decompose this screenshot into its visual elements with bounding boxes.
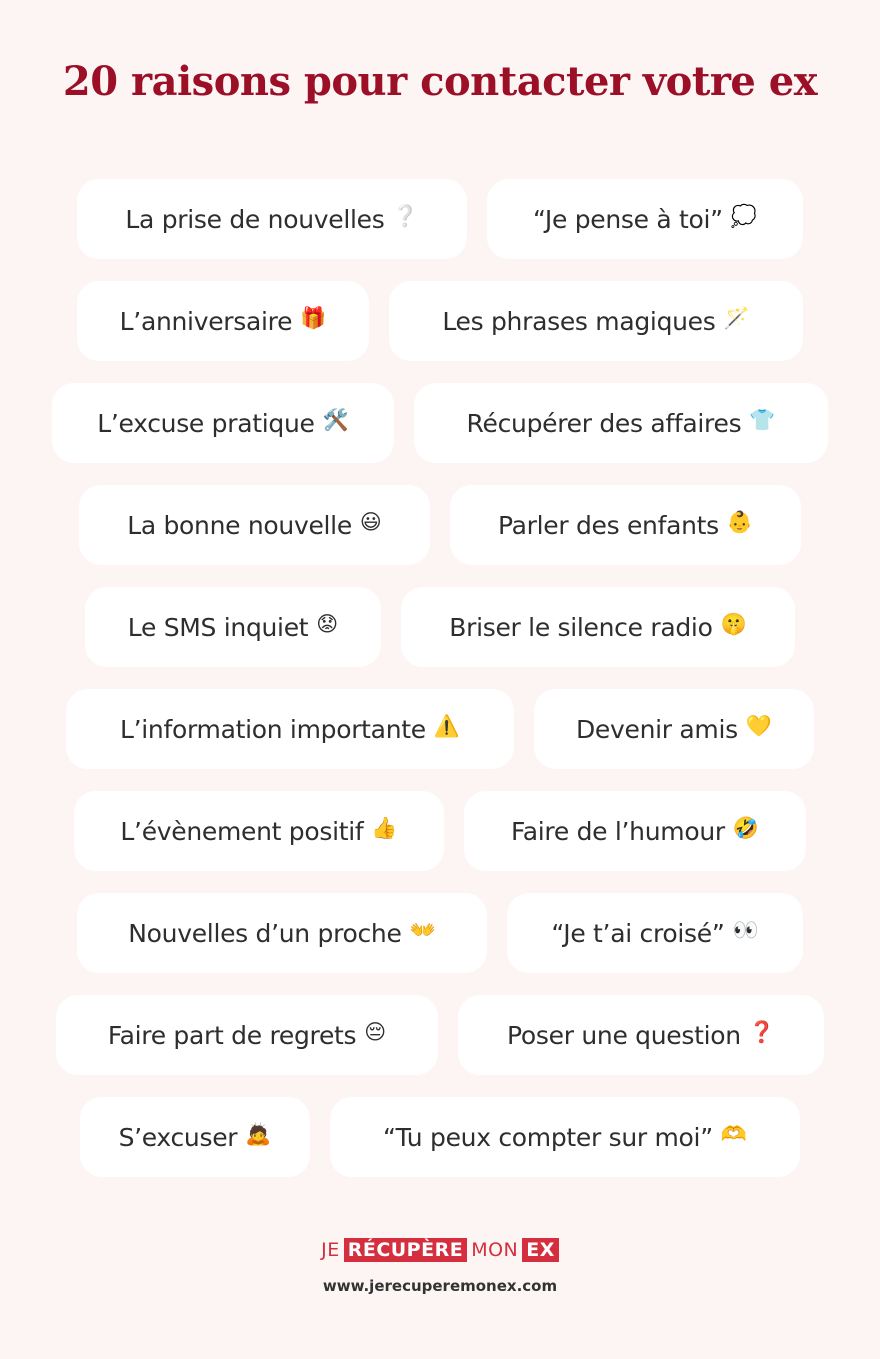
reason-label: L’anniversaire xyxy=(119,306,293,336)
logo-word-recupere: RÉCUPÈRE xyxy=(344,1238,468,1262)
reason-pill-nouvelles-proche xyxy=(77,893,487,973)
reason-pill-silence-radio xyxy=(401,587,795,667)
thought-bubble-icon: 💭 xyxy=(730,203,757,228)
reason-label: Briser le silence radio xyxy=(449,612,713,642)
reason-pill-parler-enfants xyxy=(450,485,801,565)
worried-face-icon: 😟 xyxy=(316,612,339,636)
reason-label: La bonne nouvelle xyxy=(127,510,352,540)
bowing-person-icon: 🙇 xyxy=(245,1121,272,1146)
reason-label: La prise de nouvelles xyxy=(125,204,385,234)
logo-word-je: JE xyxy=(321,1239,340,1261)
reason-label: Faire part de regrets xyxy=(107,1020,357,1050)
gift-icon: 🎁 xyxy=(300,305,327,330)
rofl-face-icon: 🤣 xyxy=(732,815,759,840)
reason-label: L’évènement positif xyxy=(120,816,364,846)
reason-label: “Je pense à toi” xyxy=(533,204,723,234)
reason-pill-je-t-ai-croise xyxy=(507,893,803,973)
smiley-icon: 😃 xyxy=(359,510,382,534)
reason-label: L’excuse pratique xyxy=(97,408,315,438)
pensive-face-icon: 😔 xyxy=(364,1020,387,1044)
reason-label: Le SMS inquiet xyxy=(127,612,309,642)
reason-pill-information-importante xyxy=(66,689,514,769)
heart-hands-icon: 🫶 xyxy=(720,1121,748,1146)
reason-label: “Tu peux compter sur moi” xyxy=(382,1122,713,1152)
brand-logo xyxy=(0,1238,880,1262)
reason-label: Poser une question xyxy=(507,1020,741,1050)
open-hands-icon: 👐 xyxy=(409,917,436,942)
reason-label: Nouvelles d’un proche xyxy=(128,918,402,948)
reason-pill-je-pense-a-toi xyxy=(487,179,803,259)
reason-label: Parler des enfants xyxy=(497,510,719,540)
reason-label: Faire de l’humour xyxy=(510,816,725,846)
reason-pill-humour xyxy=(464,791,806,871)
thumbs-up-icon: 👍 xyxy=(371,815,398,840)
reason-label: Récupérer des affaires xyxy=(466,408,742,438)
reason-pill-evenement-positif xyxy=(74,791,444,871)
page-title: 20 raisons pour contacter votre ex xyxy=(62,58,818,105)
reason-pill-prise-de-nouvelles xyxy=(77,179,467,259)
reason-pill-devenir-amis xyxy=(534,689,814,769)
reason-label: “Je t’ai croisé” xyxy=(551,918,725,948)
reason-label: S’excuser xyxy=(118,1122,238,1152)
red-question-mark-icon: ❓ xyxy=(748,1019,775,1044)
reason-label: L’information importante xyxy=(120,714,426,744)
eyes-icon: 👀 xyxy=(732,917,759,942)
reason-pill-sms-inquiet xyxy=(85,587,381,667)
reason-label: Devenir amis xyxy=(575,714,738,744)
yellow-heart-icon: 💛 xyxy=(745,713,773,738)
warning-icon: ⚠️ xyxy=(433,713,460,738)
reason-pill-poser-question xyxy=(458,995,824,1075)
reason-pill-bonne-nouvelle xyxy=(79,485,430,565)
baby-icon: 👶 xyxy=(726,509,754,534)
reason-pill-phrases-magiques xyxy=(389,281,803,361)
reason-pill-regrets xyxy=(56,995,438,1075)
reason-pill-excuse-pratique xyxy=(52,383,394,463)
reason-pill-compter-sur-moi xyxy=(330,1097,800,1177)
reason-pill-s-excuser xyxy=(80,1097,310,1177)
shirt-icon: 👕 xyxy=(749,407,776,432)
magic-wand-icon: 🪄 xyxy=(723,305,750,330)
logo-word-ex: EX xyxy=(522,1238,559,1262)
tools-icon: 🛠️ xyxy=(322,407,349,432)
shushing-face-icon: 🤫 xyxy=(720,611,747,636)
reason-pill-recuperer-affaires xyxy=(414,383,828,463)
grey-question-mark-icon: ❔ xyxy=(392,203,419,228)
logo-word-mon: MON xyxy=(471,1239,519,1261)
website-url: www.jerecuperemonex.com xyxy=(322,1277,558,1295)
reason-label: Les phrases magiques xyxy=(442,306,716,336)
reason-pill-anniversaire xyxy=(77,281,369,361)
